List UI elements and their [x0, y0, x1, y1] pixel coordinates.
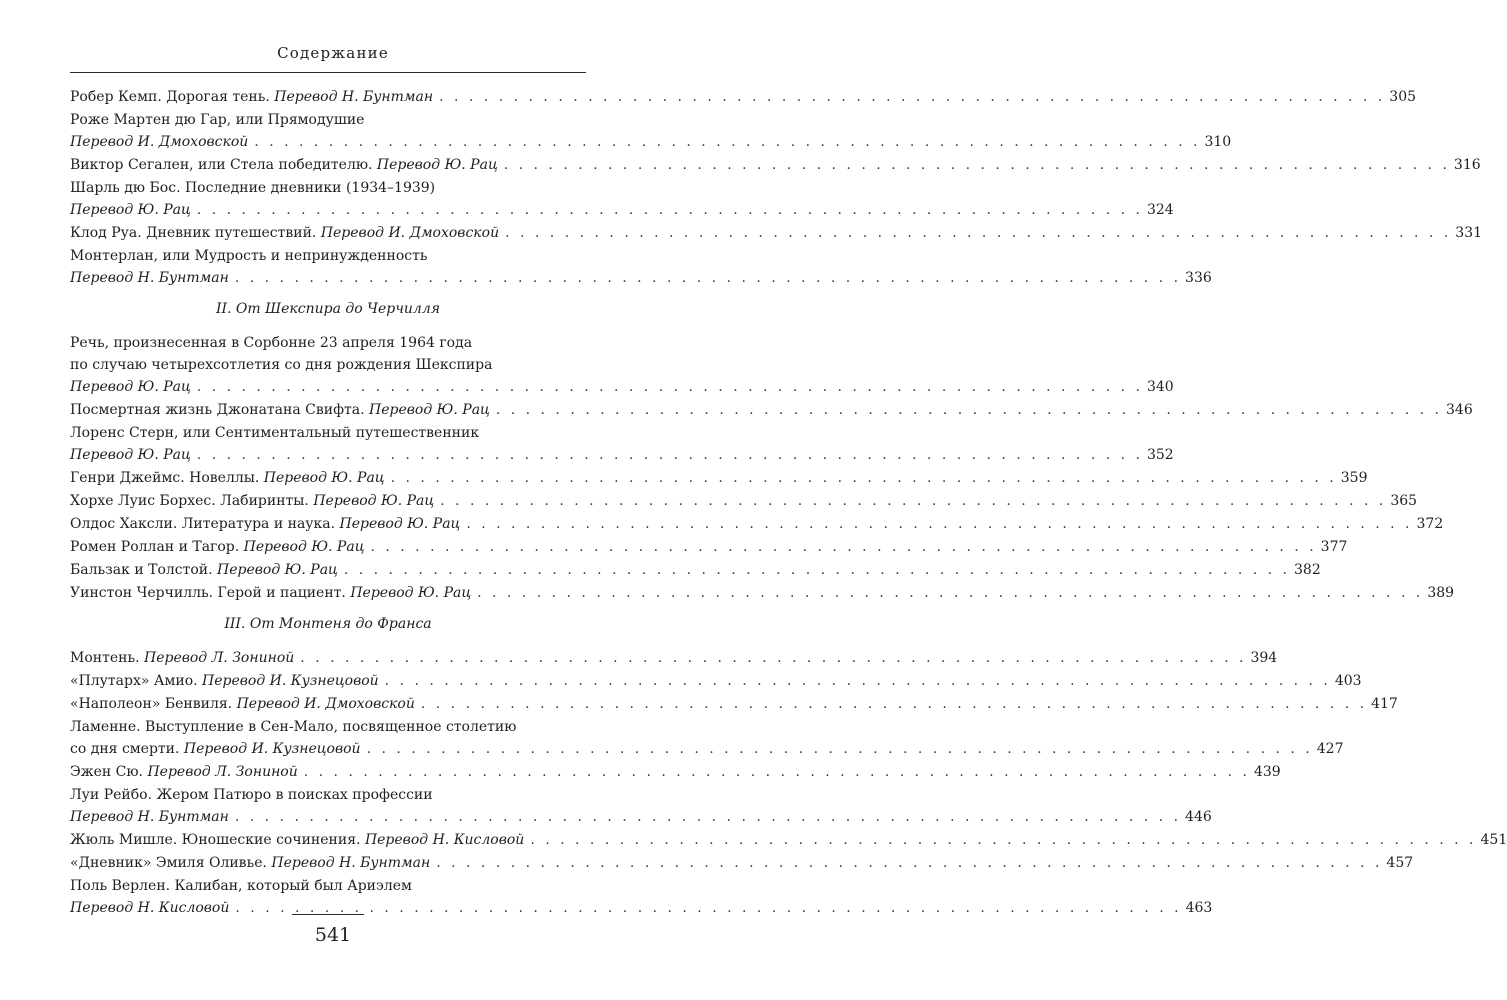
- entry-title: Ламенне. Выступление в Сен-Мало, посвященное столетию: [70, 719, 517, 735]
- toc-entry-line: [70, 693, 1398, 715]
- section-heading: III. От Монтеня до Франса: [224, 616, 432, 632]
- entry-title: «Плутарх» Амио.: [70, 673, 203, 689]
- entry-translator: Перевод Ю. Рац: [70, 379, 191, 395]
- entry-translator: Перевод Ю. Рац: [376, 157, 498, 173]
- toc-entry-line: [70, 332, 586, 354]
- toc-entry-line: [70, 467, 1368, 489]
- entry-title: Поль Верлен. Калибан, который был Ариэлем: [70, 878, 412, 894]
- entry-page-number: 439: [1253, 764, 1281, 780]
- toc-entry-line: [70, 490, 1418, 512]
- toc-entry-line: [70, 670, 1362, 692]
- toc-entry[interactable]: [70, 222, 1483, 244]
- toc-entry-text: [70, 154, 498, 176]
- toc-entry-line: [70, 267, 1212, 289]
- entry-translator: Перевод Ю. Рац: [313, 493, 435, 509]
- dot-leader: . . . . . . . . . . . . . . . . . . . . . . . . . . . . . . . . . . . . . . . . . . . . . . . . . . . . . . . . . . . . . . . .: [530, 832, 1477, 848]
- entry-translator: Перевод Л. Зониной: [143, 650, 295, 666]
- toc-entry[interactable]: [70, 467, 1368, 489]
- toc-entry[interactable]: [70, 784, 1212, 828]
- entry-translator: Перевод И. Дмоховской: [320, 225, 500, 241]
- toc-entry-line: [70, 852, 1414, 874]
- entry-page-number: 359: [1340, 470, 1368, 486]
- entry-title: по случаю четырехсотлетия со дня рождения Шекспира: [70, 357, 493, 373]
- entry-page-number: 305: [1389, 89, 1417, 105]
- entry-page-number: 310: [1204, 134, 1232, 150]
- toc-entry-line: [70, 582, 1455, 604]
- entry-page-number: 377: [1320, 539, 1348, 555]
- toc-entry-text: [70, 582, 471, 604]
- entry-title: Посмертная жизнь Джонатана Свифта.: [70, 402, 370, 418]
- toc-entry[interactable]: [70, 154, 1481, 176]
- entry-translator: Перевод Ю. Рац: [70, 447, 191, 463]
- toc-entry-text: [70, 248, 427, 264]
- toc-entry[interactable]: [70, 761, 1281, 783]
- toc-entry-line: [70, 559, 1321, 581]
- toc-entry-text: [70, 719, 516, 735]
- dot-leader: . . . . . . . . . . . . . . . . . . . . . . . . . . . . . . . . . . . . . . . . . . . . . . . . . . . . . . . . . . . . . . . .: [503, 157, 1450, 173]
- toc-entry[interactable]: [70, 582, 1455, 604]
- toc-entry[interactable]: [70, 177, 1174, 221]
- dot-leader: . . . . . . . . . . . . . . . . . . . . . . . . . . . . . . . . . . . . . . . . . . . . . . . . . . . . . . . . . . . . . . . .: [196, 447, 1143, 463]
- dot-leader: . . . . . . . . . . . . . . . . . . . . . . . . . . . . . . . . . . . . . . . . . . . . . . . . . . . . . . . . . . . . . . . .: [303, 764, 1250, 780]
- toc-entry-text: [70, 357, 492, 373]
- entry-page-number: 346: [1446, 402, 1473, 418]
- entry-title: Речь, произнесенная в Сорбонне 23 апреля 1964 года: [70, 335, 473, 351]
- entry-title: Эжен Сю.: [70, 764, 148, 780]
- toc-entry-line: [70, 444, 1174, 466]
- toc-entry-line: [70, 154, 1481, 176]
- toc-entry-line: [70, 109, 586, 131]
- toc-entry-text: [70, 490, 434, 512]
- entry-page-number: 340: [1146, 379, 1174, 395]
- toc-entry-line: [70, 86, 1417, 108]
- dot-leader: . . . . . . . . . . . . . . . . . . . . . . . . . . . . . . . . . . . . . . . . . . . . . . . . . . . . . . . . . . . . . . . .: [440, 493, 1387, 509]
- toc-entry-line: [70, 513, 1444, 535]
- entry-page-number: 382: [1294, 562, 1321, 578]
- toc-entry[interactable]: [70, 829, 1507, 851]
- dot-leader: . . . . . . . . . . . . . . . . . . . . . . . . . . . . . . . . . . . . . . . . . . . . . . . . . . . . . . . . . . . . . . . .: [436, 855, 1383, 871]
- entry-translator: Перевод Н. Кисловой: [70, 900, 230, 916]
- toc-entry-line: [70, 806, 1212, 828]
- entry-title: Роже Мартен дю Гар, или Прямодушие: [70, 112, 365, 128]
- toc-entry-line: [70, 177, 586, 199]
- toc-entry-text: [70, 738, 361, 760]
- entry-title: Лоренс Стерн, или Сентиментальный путешественник: [70, 425, 480, 441]
- dot-leader: . . . . . . . . . . . . . . . . . . . . . . . . . . . . . . . . . . . . . . . . . . . . . . . . . . . . . . . . . . . . . . . .: [235, 900, 1182, 916]
- toc-entry-text: [70, 467, 385, 489]
- toc-entry-text: [70, 335, 472, 351]
- entry-translator: Перевод Н. Бунтман: [274, 89, 434, 105]
- dot-leader: . . . . . . . . . . . . . . . . . . . . . . . . . . . . . . . . . . . . . . . . . . . . . . . . . . . . . . . . . . . . . . . .: [370, 539, 1317, 555]
- entry-page-number: 372: [1416, 516, 1444, 532]
- toc-entry[interactable]: [70, 716, 1344, 760]
- toc-entry[interactable]: [70, 647, 1278, 669]
- dot-leader: . . . . . . . . . . . . . . . . . . . . . . . . . . . . . . . . . . . . . . . . . . . . . . . . . . . . . . . . . . . . . . . .: [477, 585, 1424, 601]
- dot-leader: . . . . . . . . . . . . . . . . . . . . . . . . . . . . . . . . . . . . . . . . . . . . . . . . . . . . . . . . . . . . . . . .: [366, 741, 1313, 757]
- dot-leader: . . . . . . . . . . . . . . . . . . . . . . . . . . . . . . . . . . . . . . . . . . . . . . . . . . . . . . . . . . . . . . . .: [466, 516, 1413, 532]
- entry-page-number: 446: [1185, 809, 1212, 825]
- toc-entry-text: [70, 444, 191, 466]
- toc-entry-text: [70, 222, 499, 244]
- toc-entry-text: [70, 513, 460, 535]
- entry-page-number: 365: [1390, 493, 1418, 509]
- entry-translator: Перевод Ю. Рац: [339, 516, 461, 532]
- toc-entry[interactable]: [70, 86, 1417, 108]
- entry-page-number: 463: [1185, 900, 1213, 916]
- entry-translator: Перевод Ю. Рац: [350, 585, 472, 601]
- toc-entry-text: [70, 852, 430, 874]
- entry-title: Хорхе Луис Борхес. Лабиринты.: [70, 493, 314, 509]
- entry-translator: Перевод И. Дмоховской: [70, 134, 249, 150]
- toc-entry-line: [70, 376, 1174, 398]
- toc-entry-line: [70, 784, 586, 806]
- toc-entry-line: [70, 199, 1174, 221]
- dot-leader: . . . . . . . . . . . . . . . . . . . . . . . . . . . . . . . . . . . . . . . . . . . . . . . . . . . . . . . . . . . . . . . .: [390, 470, 1337, 486]
- entry-page-number: 389: [1427, 585, 1455, 601]
- toc-entry-text: [70, 693, 415, 715]
- entry-page-number: 457: [1386, 855, 1414, 871]
- toc-entry-text: [70, 897, 229, 919]
- entry-title: со дня смерти.: [70, 741, 184, 757]
- entry-title: Ромен Роллан и Тагор.: [70, 539, 244, 555]
- entry-title: Шарль дю Бос. Последние дневники (1934–1939): [70, 180, 436, 196]
- toc-entry-text: [70, 806, 229, 828]
- entry-translator: Перевод Н. Кисловой: [364, 832, 525, 848]
- dot-leader: . . . . . . . . . . . . . . . . . . . . . . . . . . . . . . . . . . . . . . . . . . . . . . . . . . . . . . . . . . . . . . . .: [495, 402, 1443, 418]
- toc-entry[interactable]: [70, 332, 1174, 398]
- toc-entry[interactable]: [70, 513, 1444, 535]
- toc-entry[interactable]: [70, 670, 1362, 692]
- entry-title: «Дневник» Эмиля Оливье.: [70, 855, 272, 871]
- page-number: 541: [314, 924, 352, 946]
- toc-entry-line: [70, 399, 1473, 421]
- toc-entry[interactable]: [70, 490, 1418, 512]
- toc-entry[interactable]: [70, 245, 1212, 289]
- entry-translator: Перевод Ю. Рац: [217, 562, 338, 578]
- toc-entry-text: [70, 199, 191, 221]
- entry-title: Жюль Мишле. Юношеские сочинения.: [70, 832, 365, 848]
- toc-entry-text: [70, 376, 191, 398]
- toc-entry-text: [70, 829, 524, 851]
- dot-leader: . . . . . . . . . . . . . . . . . . . . . . . . . . . . . . . . . . . . . . . . . . . . . . . . . . . . . . . . . . . . . . . .: [420, 696, 1368, 712]
- toc-entry-text: [70, 399, 490, 421]
- toc-entry-text: [70, 670, 379, 692]
- entry-page-number: 417: [1371, 696, 1398, 712]
- dot-leader: . . . . . . . . . . . . . . . . . . . . . . . . . . . . . . . . . . . . . . . . . . . . . . . . . . . . . . . . . . . . . . . .: [343, 562, 1291, 578]
- entry-translator: Перевод Ю. Рац: [369, 402, 490, 418]
- entry-page-number: 316: [1453, 157, 1481, 173]
- toc-entry[interactable]: [70, 852, 1414, 874]
- entry-title: Монтерлан, или Мудрость и непринужденность: [70, 248, 428, 264]
- entry-title: Клод Руа. Дневник путешествий.: [70, 225, 321, 241]
- entry-page-number: 394: [1250, 650, 1278, 666]
- toc-entry-text: [70, 787, 433, 803]
- toc-entry-line: [70, 875, 586, 897]
- toc-entry-text: [70, 131, 248, 153]
- entry-translator: Перевод Ю. Рац: [70, 202, 191, 218]
- entry-title: «Наполеон» Бенвиля.: [70, 696, 237, 712]
- dot-leader: . . . . . . . . . . . . . . . . . . . . . . . . . . . . . . . . . . . . . . . . . . . . . . . . . . . . . . . . . . . . . . . .: [234, 270, 1182, 286]
- entry-translator: Перевод Н. Бунтман: [70, 809, 229, 825]
- entry-title: Уинстон Черчилль. Герой и пациент.: [70, 585, 351, 601]
- toc-entry[interactable]: [70, 693, 1398, 715]
- toc-entry-line: [70, 829, 1507, 851]
- toc-entry-line: [70, 536, 1348, 558]
- toc-entry[interactable]: [70, 559, 1321, 581]
- entry-title: Монтень.: [70, 650, 144, 666]
- section-heading: II. От Шекспира до Черчилля: [215, 301, 441, 317]
- toc-entry-line: [70, 897, 1213, 919]
- toc-entry-text: [70, 112, 364, 128]
- toc-entry-text: [70, 647, 294, 669]
- entry-page-number: 352: [1146, 447, 1174, 463]
- dot-leader: . . . . . . . . . . . . . . . . . . . . . . . . . . . . . . . . . . . . . . . . . . . . . . . . . . . . . . . . . . . . . . . .: [384, 673, 1331, 689]
- toc-entry[interactable]: [70, 399, 1473, 421]
- toc-entry[interactable]: [70, 109, 1232, 153]
- entry-translator: Перевод Л. Зониной: [147, 764, 298, 780]
- toc-entry-line: [70, 422, 586, 444]
- entry-translator: Перевод Ю. Рац: [263, 470, 385, 486]
- dot-leader: . . . . . . . . . . . . . . . . . . . . . . . . . . . . . . . . . . . . . . . . . . . . . . . . . . . . . . . . . . . . . . . .: [196, 379, 1143, 395]
- entry-translator: Перевод И. Кузнецовой: [183, 741, 361, 757]
- toc-entry[interactable]: [70, 422, 1174, 466]
- entry-page-number: 324: [1146, 202, 1174, 218]
- toc-entry-line: [70, 131, 1232, 153]
- toc-entry-text: [70, 536, 364, 558]
- toc-entry-line: [70, 738, 1344, 760]
- entry-page-number: 427: [1316, 741, 1344, 757]
- dot-leader: . . . . . . . . . . . . . . . . . . . . . . . . . . . . . . . . . . . . . . . . . . . . . . . . . . . . . . . . . . . . . . . .: [505, 225, 1452, 241]
- toc-entry-line: [70, 647, 1278, 669]
- entry-page-number: 451: [1480, 832, 1507, 848]
- toc-entry-text: [70, 559, 338, 581]
- dot-leader: . . . . . . . . . . . . . . . . . . . . . . . . . . . . . . . . . . . . . . . . . . . . . . . . . . . . . . . . . . . . . . . .: [254, 134, 1201, 150]
- toc-entry[interactable]: [70, 875, 1213, 919]
- footer-rule: [292, 914, 364, 915]
- entry-page-number: 336: [1185, 270, 1212, 286]
- entry-title: Генри Джеймс. Новеллы.: [70, 470, 264, 486]
- toc-entry-text: [70, 180, 435, 196]
- header-rule: [70, 72, 586, 73]
- entry-title: Виктор Сегален, или Стела победителю.: [70, 157, 377, 173]
- entry-translator: Перевод Н. Бунтман: [70, 270, 229, 286]
- dot-leader: . . . . . . . . . . . . . . . . . . . . . . . . . . . . . . . . . . . . . . . . . . . . . . . . . . . . . . . . . . . . . . . .: [300, 650, 1247, 666]
- entry-title: Луи Рейбо. Жером Патюро в поисках профессии: [70, 787, 433, 803]
- entry-translator: Перевод И. Кузнецовой: [202, 673, 379, 689]
- toc-entry-line: [70, 716, 586, 738]
- dot-leader: . . . . . . . . . . . . . . . . . . . . . . . . . . . . . . . . . . . . . . . . . . . . . . . . . . . . . . . . . . . . . . . .: [196, 202, 1143, 218]
- toc-entry-text: [70, 86, 433, 108]
- toc-entry-text: [70, 425, 479, 441]
- toc-entry-text: [70, 878, 412, 894]
- toc-entry-line: [70, 222, 1483, 244]
- entry-title: Бальзак и Толстой.: [70, 562, 218, 578]
- table-of-contents: [70, 86, 1507, 920]
- toc-entry-text: [70, 267, 229, 289]
- dot-leader: . . . . . . . . . . . . . . . . . . . . . . . . . . . . . . . . . . . . . . . . . . . . . . . . . . . . . . . . . . . . . . . .: [234, 809, 1182, 825]
- toc-entry-text: [70, 761, 298, 783]
- entry-translator: Перевод Н. Бунтман: [271, 855, 431, 871]
- toc-entry-line: [70, 354, 586, 376]
- entry-translator: Перевод Ю. Рац: [243, 539, 365, 555]
- toc-entry-line: [70, 245, 586, 267]
- entry-translator: Перевод И. Дмоховской: [236, 696, 415, 712]
- entry-title: Олдос Хаксли. Литература и наука.: [70, 516, 340, 532]
- entry-title: Робер Кемп. Дорогая тень.: [70, 89, 275, 105]
- running-head: Содержание: [277, 44, 389, 62]
- entry-page-number: 403: [1334, 673, 1362, 689]
- toc-entry-line: [70, 761, 1281, 783]
- dot-leader: . . . . . . . . . . . . . . . . . . . . . . . . . . . . . . . . . . . . . . . . . . . . . . . . . . . . . . . . . . . . . . . .: [439, 89, 1386, 105]
- toc-entry[interactable]: [70, 536, 1348, 558]
- entry-page-number: 331: [1455, 225, 1483, 241]
